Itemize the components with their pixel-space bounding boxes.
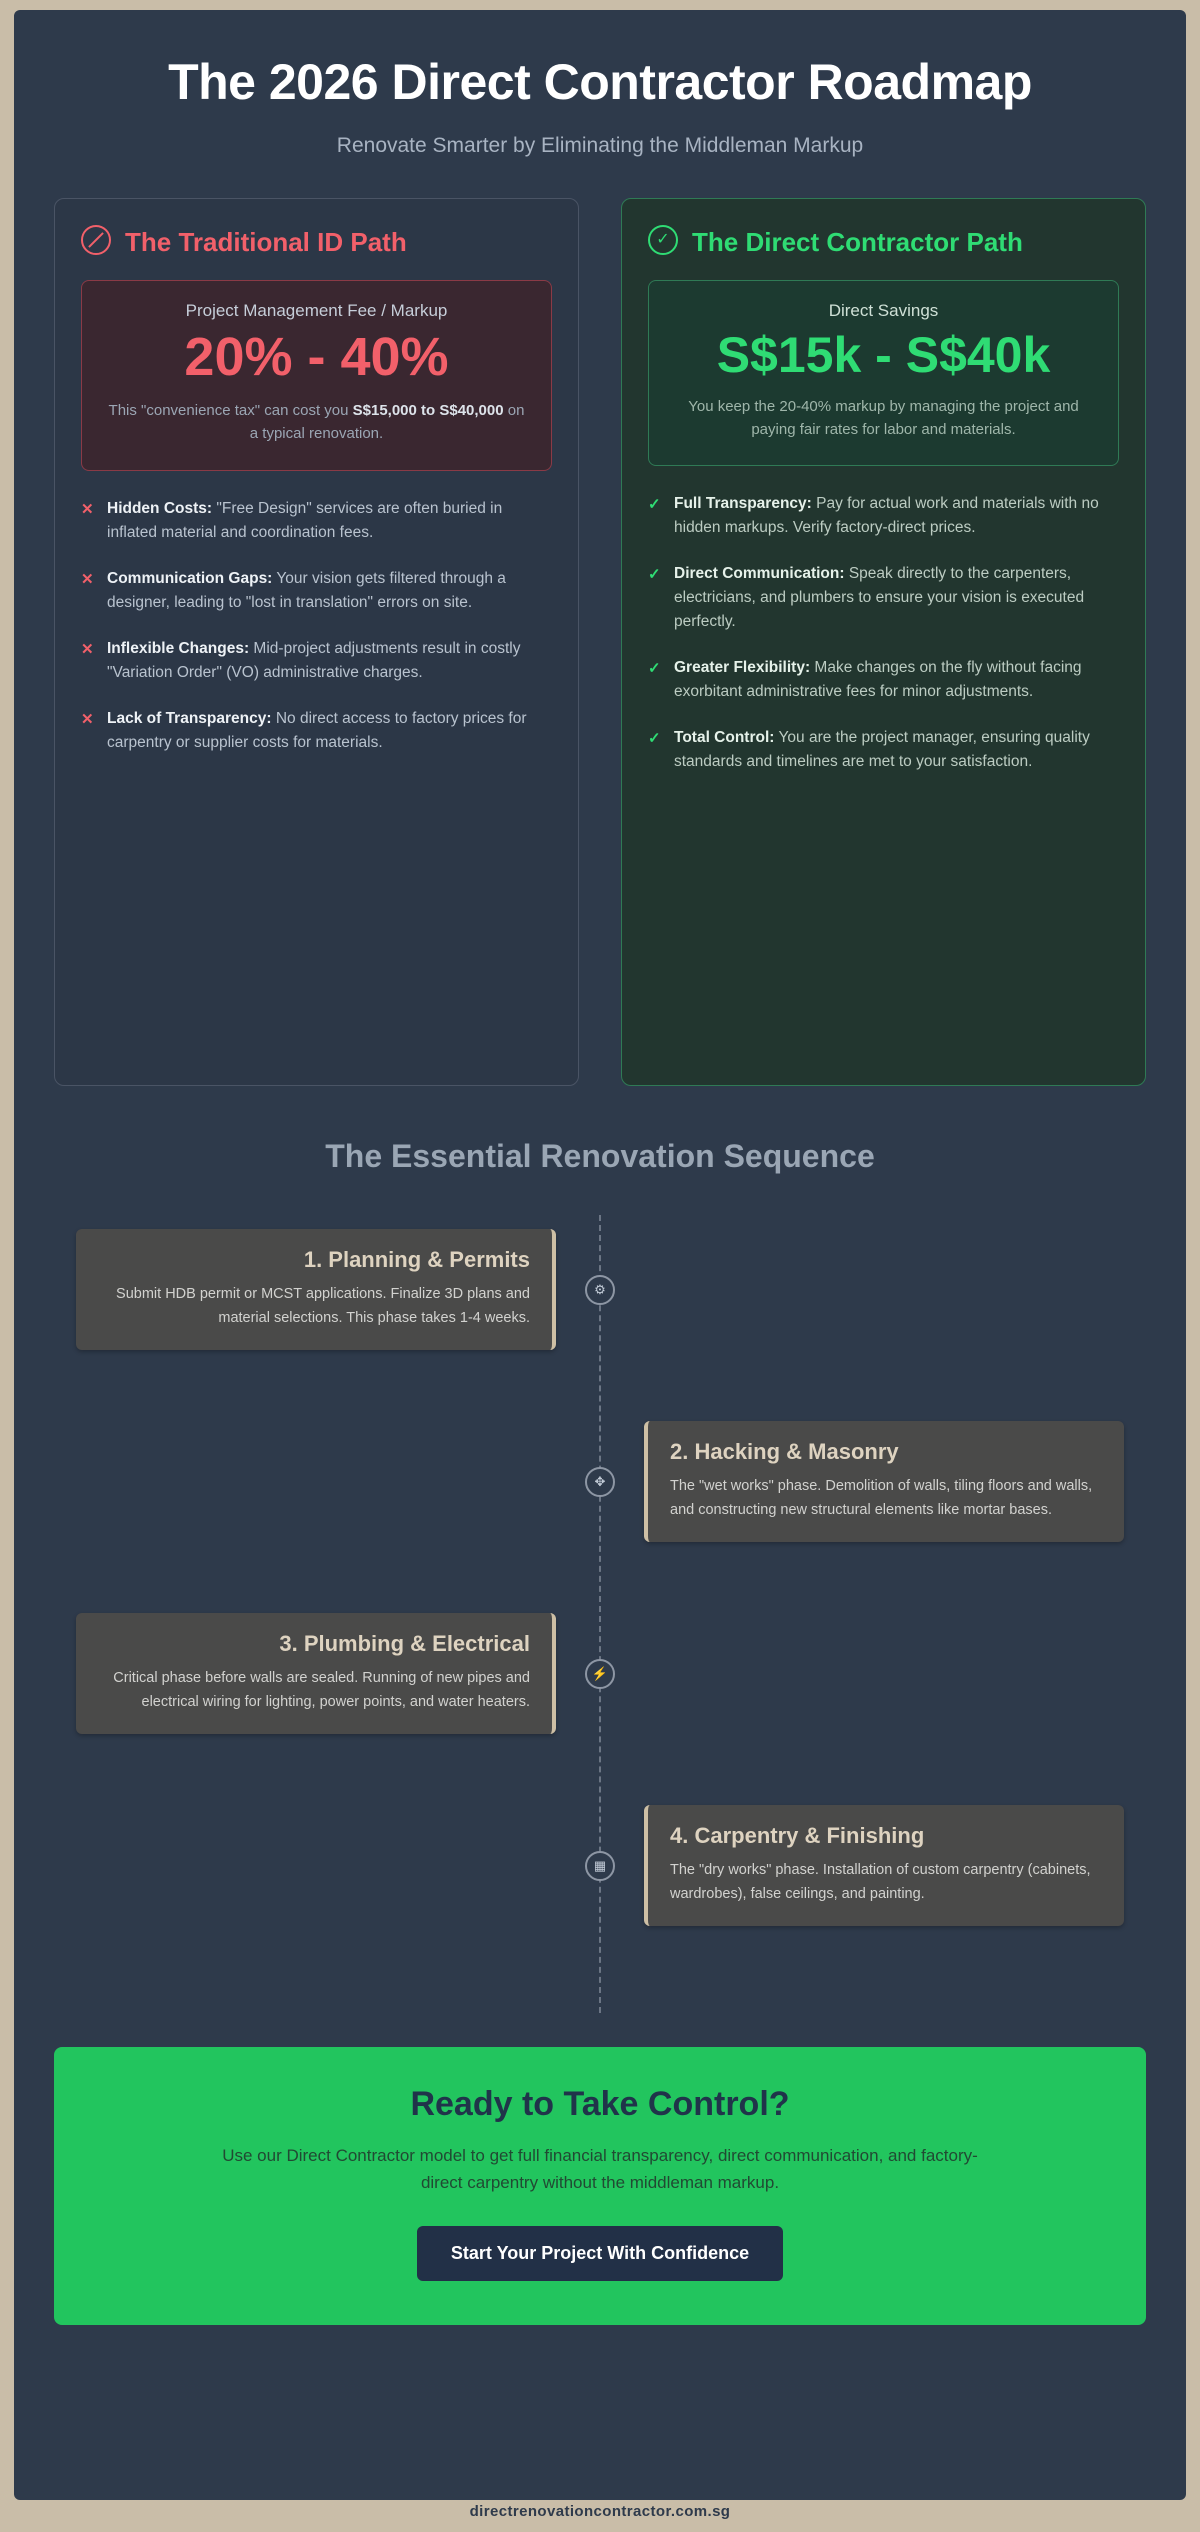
list-item-text: Inflexible Changes: Mid-project adjustments result in costly "Variation Order" (VO) administrative charges. [107,639,521,681]
bolt-icon: ⚡ [585,1659,615,1689]
timeline-card [644,1805,1124,1926]
timeline-step-2 [54,1407,1146,1557]
timeline-step-heading: 2. Hacking & Masonry [670,1439,899,1465]
markup-note-amount: S$15,000 to S$40,000 [352,402,504,420]
check-icon: ✓ [648,730,661,748]
timeline-card [644,1421,1124,1542]
list-item [648,656,1119,704]
direct-path-title: The Direct Contractor Path [692,226,1023,257]
timeline-step-body: Critical phase before walls are sealed. Running of new pipes and electrical wiring for lighting, power points, and water heaters. [113,1670,530,1710]
cross-icon: ✕ [81,500,94,518]
page-subtitle: Renovate Smarter by Eliminating the Middleman Markup [336,133,864,157]
start-project-button[interactable]: Start Your Project With Confidence [417,2226,783,2281]
direct-path-header [648,225,1119,258]
timeline-step-body: The "dry works" phase. Installation of custom carpentry (cabinets, wardrobes), false ceilings, and painting. [670,1862,1091,1902]
timeline-card [76,1229,556,1350]
list-item [81,637,552,685]
list-item [648,726,1119,774]
cross-icon: ✕ [81,710,94,728]
cabinet-icon: ▦ [585,1851,615,1881]
footer-domain: directrenovationcontractor.com.sg [469,2502,731,2520]
direct-path-list [648,492,1119,774]
markup-stat-value: 20% - 40% [184,326,449,387]
cta-title: Ready to Take Control? [410,2084,790,2123]
list-item [81,497,552,545]
cta-body: Use our Direct Contractor model to get full financial transparency, direct communication, and factory-direct carpentry without the middleman markup. [222,2145,978,2192]
markup-stat-note [106,399,527,446]
timeline-step-heading: 4. Carpentry & Finishing [670,1823,925,1849]
cta-banner [54,2047,1146,2325]
check-icon: ✓ [648,496,661,514]
list-item-text: Lack of Transparency: No direct access to factory prices for carpentry or supplier costs for materials. [107,709,527,751]
traditional-path-header [81,225,552,258]
timeline-step-body: Submit HDB permit or MCST applications. Finalize 3D plans and material selections. This phase takes 1-4 weeks. [116,1286,530,1326]
comparison-section [54,198,1146,1086]
traditional-path-card [54,198,579,1086]
renovation-timeline [54,1215,1146,2013]
list-item-text: Direct Communication: Speak directly to the carpenters, electricians, and plumbers to ensure your vision is executed perfectly. [674,565,1085,631]
page-title: The 2026 Direct Contractor Roadmap [168,54,1032,110]
check-icon: ✓ [648,660,661,678]
infographic-sheet [14,10,1186,2500]
markup-note-pre: This "convenience tax" can cost you [108,402,353,420]
markup-stat-box [81,280,552,471]
check-circle-icon: ✓ [648,225,678,255]
check-icon: ✓ [648,566,661,584]
hammer-icon: ✥ [585,1467,615,1497]
markup-note-post: on a typical renovation. [249,402,525,443]
list-item [81,567,552,615]
list-item [648,492,1119,540]
traditional-path-title: The Traditional ID Path [125,226,407,257]
clipboard-icon: ⚙ [585,1275,615,1305]
cross-icon: ✕ [81,640,94,658]
prohibited-icon [81,225,111,255]
list-item [81,707,552,755]
list-item-text: Full Transparency: Pay for actual work and materials with no hidden markups. Verify factory-direct prices. [674,495,1099,537]
direct-path-card [621,198,1146,1086]
markup-stat-label: Project Management Fee / Markup [185,300,448,320]
savings-stat-label: Direct Savings [828,300,939,320]
list-item [648,562,1119,634]
timeline-title: The Essential Renovation Sequence [325,1137,875,1174]
savings-stat-value: S$15k - S$40k [716,326,1051,383]
savings-stat-note: You keep the 20-40% markup by managing the project and paying fair rates for labor and materials. [688,397,1079,438]
timeline-step-1 [54,1215,1146,1365]
timeline-step-heading: 3. Plumbing & Electrical [279,1631,530,1657]
list-item-text: Total Control: You are the project manager, ensuring quality standards and timelines are met to your satisfaction. [674,729,1090,771]
cross-icon: ✕ [81,570,94,588]
list-item-text: Hidden Costs: "Free Design" services are often buried in inflated material and coordination fees. [107,499,503,541]
timeline-step-heading: 1. Planning & Permits [303,1247,530,1273]
timeline-step-body: The "wet works" phase. Demolition of walls, tiling floors and walls, and constructing new structural elements like mortar bases. [670,1478,1093,1518]
timeline-step-4 [54,1791,1146,1941]
timeline-card [76,1613,556,1734]
list-item-text: Greater Flexibility: Make changes on the fly without facing exorbitant administrative fees for minor adjustments. [674,659,1082,701]
traditional-path-list [81,497,552,755]
timeline-step-3 [54,1599,1146,1749]
savings-stat-box [648,280,1119,467]
list-item-text: Communication Gaps: Your vision gets filtered through a designer, leading to "lost in translation" errors on site. [107,569,506,611]
footer [0,2490,1200,2532]
